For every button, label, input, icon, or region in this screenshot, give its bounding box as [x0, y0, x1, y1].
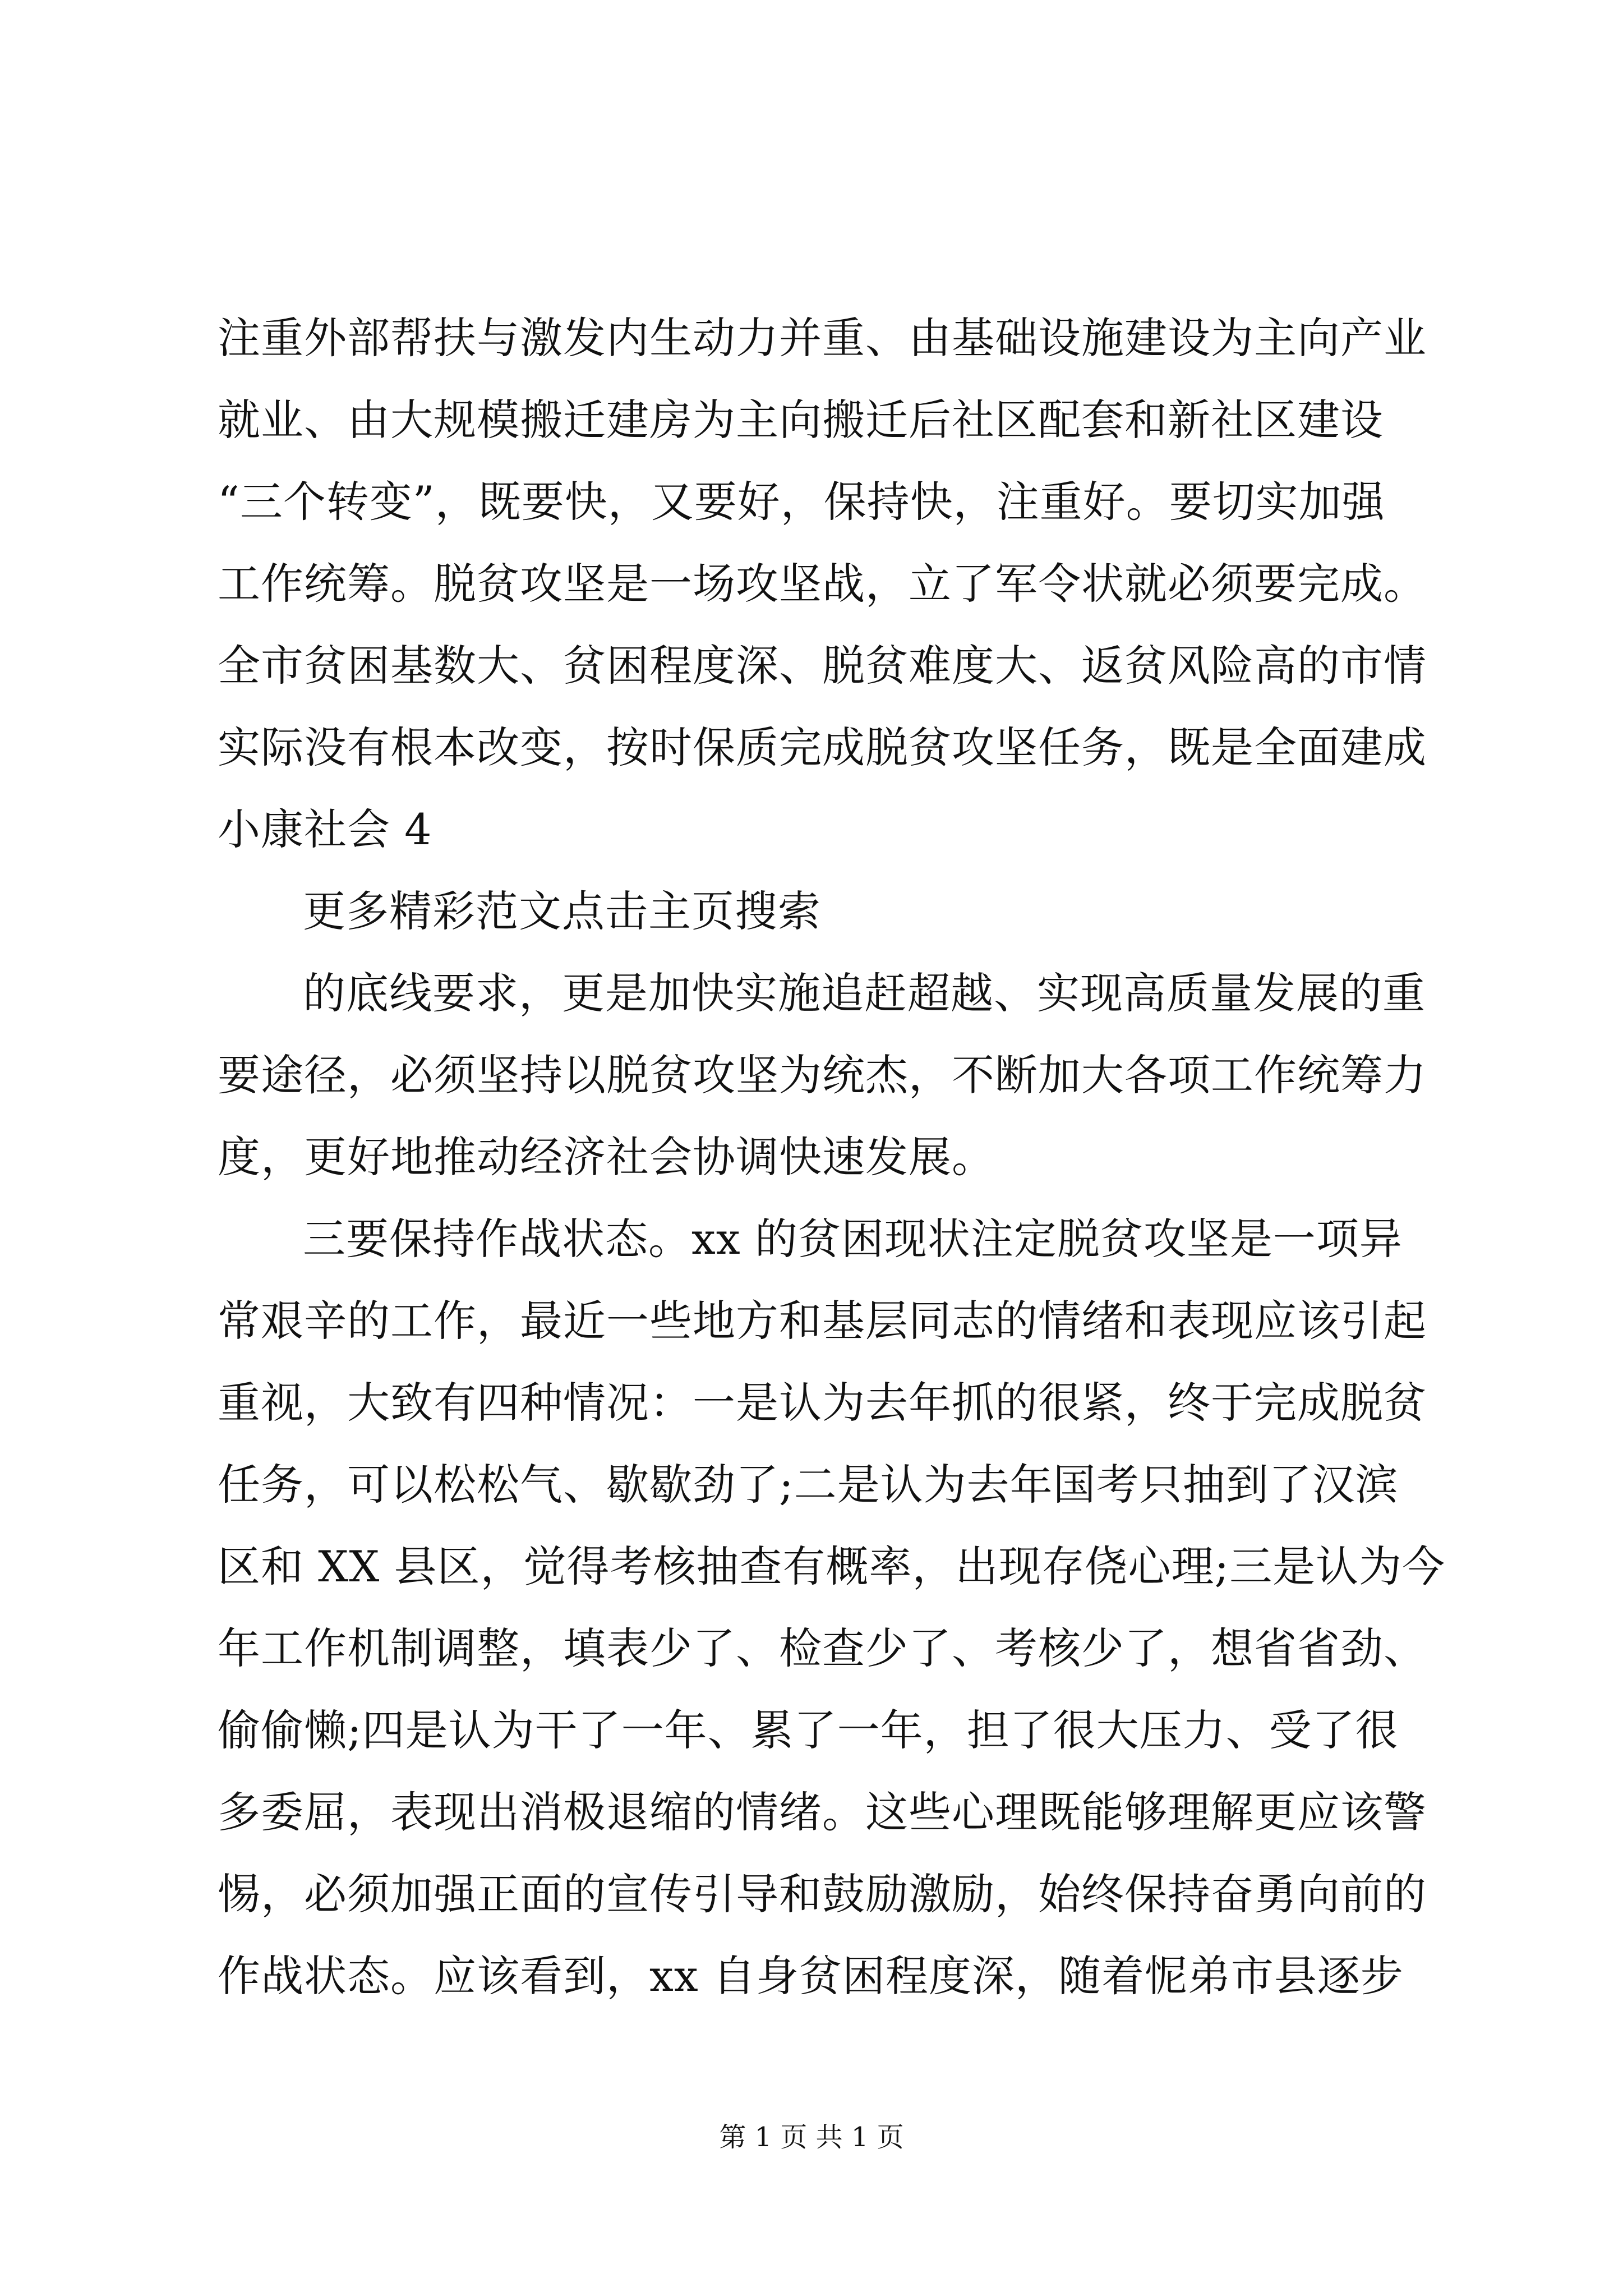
body-text — [218, 297, 1446, 2017]
text-line: 作战状态。应该看到，xx 自身贫困程度深，随着怩弟市县逐步 — [218, 1951, 1404, 2001]
text-line: 要途径，必须坚持以脱贫攻坚为统杰，不断加大各项工作统筹力 — [218, 1050, 1427, 1100]
text-line: 工作统筹。脱贫攻坚是一场攻坚战，立了军令状就必须要完成。 — [218, 559, 1427, 609]
text-line: 注重外部帮扶与激发内生动力并重、由基础设施建设为主向产业 — [218, 313, 1427, 363]
text-line: 惕，必须加强正面的宣传引导和鼓励激励，始终保持奋勇向前的 — [218, 1869, 1427, 1919]
text-line: 任务，可以松松气、歇歇劲了;二是认为去年国考只抽到了汉滨 — [218, 1460, 1399, 1510]
text-line: 小康社会 4 — [218, 804, 432, 854]
text-line: 多委屈，表现出消极退缩的情绪。这些心理既能够理解更应该警 — [218, 1787, 1427, 1837]
text-line: 年工作机制调整，填表少了、检查少了、考核少了，想省省劲、 — [218, 1623, 1427, 1673]
text-line: “三个转变”，既要快，又要好，保持快，注重好。要切实加强 — [218, 477, 1385, 527]
page-footer: 第 1 页 共 1 页 — [719, 2122, 904, 2153]
text-line: 全市贫困基数大、贫困程度深、脱贫难度大、返贫风险高的市情 — [218, 641, 1427, 691]
text-line: 的底线要求，更是加快实施追赶超越、实现高质量发展的重 — [303, 968, 1426, 1018]
promo-line: 更多精彩范文点击主页搜索 — [303, 886, 821, 936]
text-line: 度，更好地推动经济社会协调快速发展。 — [218, 1132, 995, 1182]
text-line: 就业、由大规模搬迁建房为主向搬迁后社区配套和新社区建设 — [218, 395, 1384, 445]
text-line: 三要保持作战状态。xx 的贫困现状注定脱贫攻坚是一项异 — [303, 1214, 1403, 1264]
text-line: 区和 XX 县区，觉得考核抽查有概率，出现存侥心理;三是认为今 — [218, 1542, 1446, 1591]
text-line: 实际没有根本改变，按时保质完成脱贫攻坚任务，既是全面建成 — [218, 723, 1427, 772]
text-line: 重视，大致有四种情况：一是认为去年抓的很紧，终于完成脱贫 — [218, 1378, 1427, 1428]
text-line: 常艰辛的工作，最近一些地方和基层同志的情绪和表现应该引起 — [218, 1296, 1427, 1346]
text-line: 偷偷懒;四是认为干了一年、累了一年，担了很大压力、受了很 — [218, 1705, 1399, 1755]
